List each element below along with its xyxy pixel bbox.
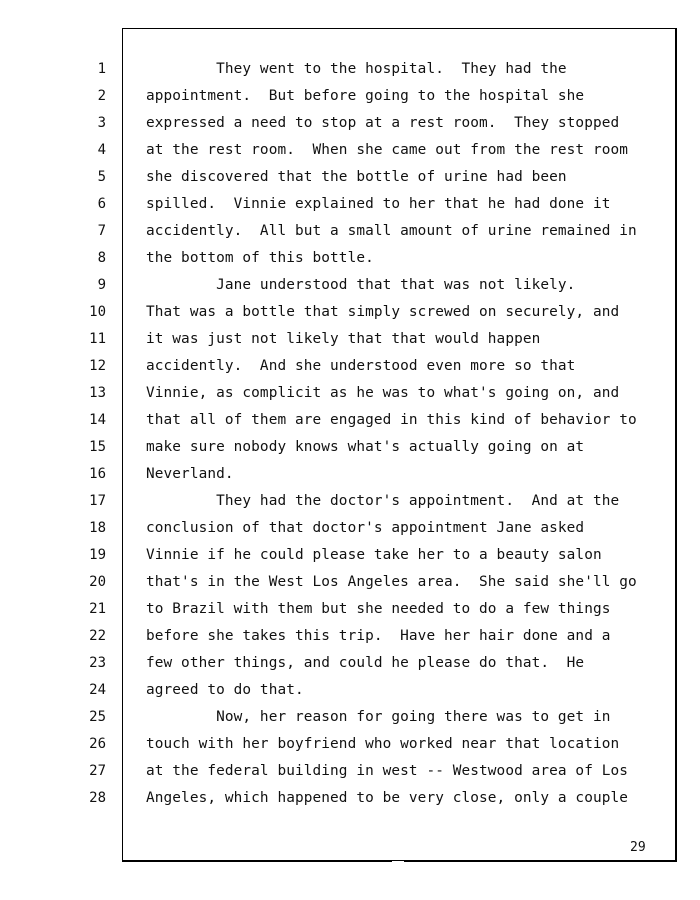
- transcript-line: that's in the West Los Angeles area. She said she'll go: [146, 574, 637, 590]
- transcript-line: that all of them are engaged in this kind of behavior to: [146, 412, 637, 428]
- transcript-line: at the federal building in west -- Westwood area of Los: [146, 763, 629, 779]
- line-number: 1: [97, 61, 106, 77]
- transcript-line: Neverland.: [146, 466, 234, 482]
- transcript-line: agreed to do that.: [146, 682, 304, 698]
- line-number: 4: [97, 142, 106, 158]
- line-number: 22: [89, 628, 106, 644]
- line-number: 6: [97, 196, 106, 212]
- line-number: 24: [89, 682, 106, 698]
- transcript-line: she discovered that the bottle of urine had been: [146, 169, 567, 185]
- transcript-line: it was just not likely that that would happen: [146, 331, 541, 347]
- transcript-line: Now, her reason for going there was to get in: [146, 709, 611, 725]
- line-number: 12: [89, 358, 106, 374]
- line-number-column: [78, 58, 106, 814]
- line-number: 25: [89, 709, 106, 725]
- transcript-line: accidently. And she understood even more so that: [146, 358, 576, 374]
- line-number: 13: [89, 385, 106, 401]
- transcript-line: the bottom of this bottle.: [146, 250, 374, 266]
- line-number: 14: [89, 412, 106, 428]
- transcript-line: appointment. But before going to the hospital she: [146, 88, 585, 104]
- line-number: 5: [97, 169, 106, 185]
- transcript-line: Vinnie if he could please take her to a beauty salon: [146, 547, 602, 563]
- transcript-line: at the rest room. When she came out from the rest room: [146, 142, 629, 158]
- line-number: 27: [89, 763, 106, 779]
- transcript-line: expressed a need to stop at a rest room. They stopped: [146, 115, 620, 131]
- transcript-line: few other things, and could he please do that. He: [146, 655, 585, 671]
- line-number: 8: [97, 250, 106, 266]
- line-number: 26: [89, 736, 106, 752]
- bottom-rule-left: [122, 860, 392, 862]
- transcript-line: Vinnie, as complicit as he was to what's going on, and: [146, 385, 620, 401]
- transcript-line: They had the doctor's appointment. And at the: [146, 493, 620, 509]
- transcript-line: Jane understood that that was not likely.: [146, 277, 576, 293]
- line-number: 23: [89, 655, 106, 671]
- transcript-line: touch with her boyfriend who worked near that location: [146, 736, 620, 752]
- line-number: 16: [89, 466, 106, 482]
- line-number: 3: [97, 115, 106, 131]
- transcript-line: before she takes this trip. Have her hair done and a: [146, 628, 611, 644]
- line-number: 19: [89, 547, 106, 563]
- transcript-line: make sure nobody knows what's actually going on at: [146, 439, 585, 455]
- line-number: 21: [89, 601, 106, 617]
- line-number: 20: [89, 574, 106, 590]
- transcript-text: [146, 58, 671, 814]
- line-number: 7: [97, 223, 106, 239]
- line-number: 2: [97, 88, 106, 104]
- line-number: 11: [89, 331, 106, 347]
- line-number: 10: [89, 304, 106, 320]
- transcript-line: They went to the hospital. They had the: [146, 61, 567, 77]
- line-number: 15: [89, 439, 106, 455]
- page-border-right: [675, 28, 677, 862]
- transcript-line: accidently. All but a small amount of urine remained in: [146, 223, 637, 239]
- bottom-rule-right: [404, 860, 677, 862]
- transcript-line: spilled. Vinnie explained to her that he had done it: [146, 196, 611, 212]
- transcript-line: Angeles, which happened to be very close, only a couple: [146, 790, 629, 806]
- transcript-line: That was a bottle that simply screwed on securely, and: [146, 304, 620, 320]
- transcript-line: conclusion of that doctor's appointment Jane asked: [146, 520, 585, 536]
- page-number: 29: [630, 840, 646, 855]
- transcript-line: to Brazil with them but she needed to do a few things: [146, 601, 611, 617]
- line-number: 9: [97, 277, 106, 293]
- line-number: 28: [89, 790, 106, 806]
- line-number: 17: [89, 493, 106, 509]
- line-number: 18: [89, 520, 106, 536]
